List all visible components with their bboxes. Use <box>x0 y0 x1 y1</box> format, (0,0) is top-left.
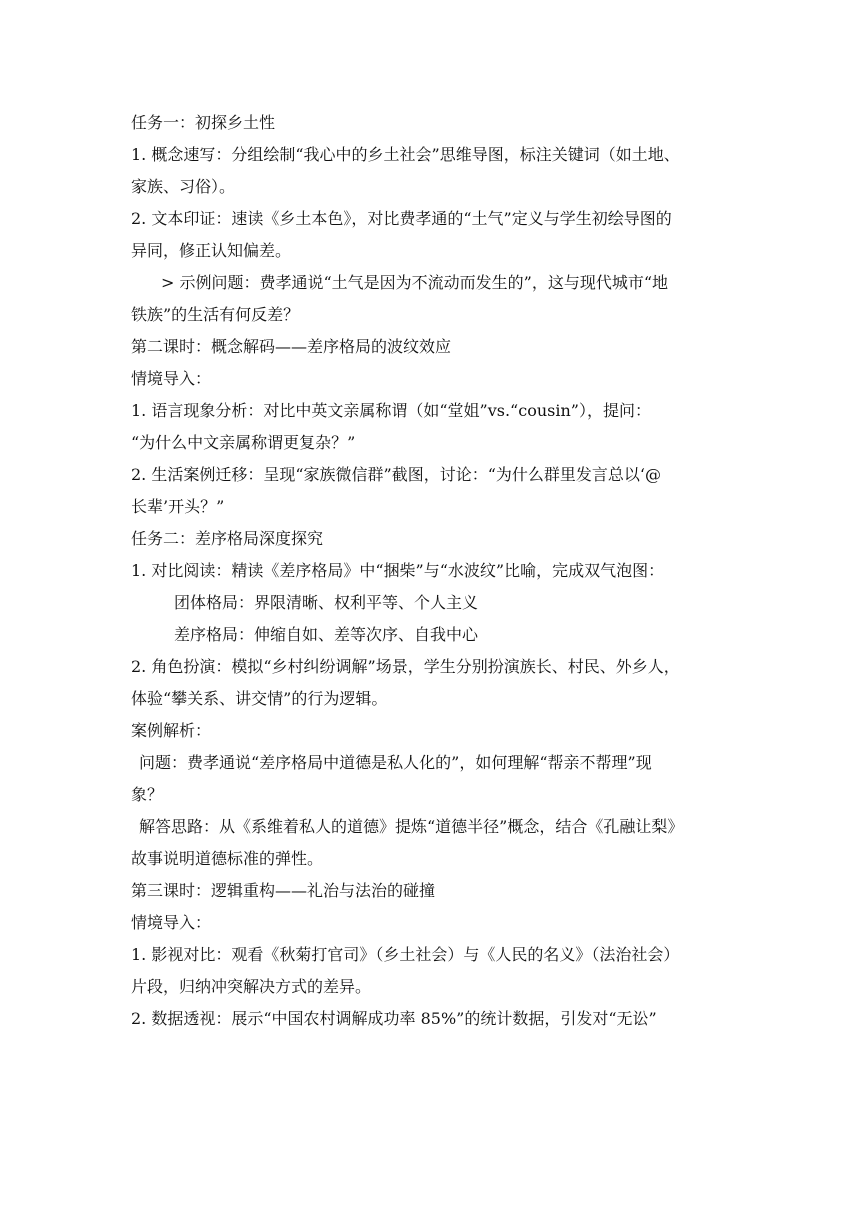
question-line: 问题：费孝通说“差序格局中道德是私人化的”，如何理解“帮亲不帮理”现 <box>139 753 652 772</box>
paragraph-line: 家族、习俗）。 <box>131 177 236 196</box>
paragraph-line: 象？ <box>131 785 164 804</box>
paragraph-line: 1. 概念速写：分组绘制“我心中的乡土社会”思维导图，标注关键词（如土地、 <box>131 145 680 164</box>
example-question-line: > 示例问题：费孝通说“土气是因为不流动而发生的”，这与现代城市“地 <box>161 273 669 292</box>
section-label: 案例解析： <box>131 721 212 740</box>
section-label: 情境导入： <box>131 369 212 388</box>
bubble-item-line: 团体格局：界限清晰、权利平等、个人主义 <box>174 593 479 612</box>
paragraph-line: “为什么中文亲属称谓更复杂？” <box>131 433 356 452</box>
lesson-three-heading: 第三课时：逻辑重构——礼治与法治的碰撞 <box>131 881 436 900</box>
bubble-item-line: 差序格局：伸缩自如、差等次序、自我中心 <box>174 625 479 644</box>
paragraph-line: 1. 语言现象分析：对比中英文亲属称谓（如“堂姐”vs.“cousin”），提问： <box>131 401 651 420</box>
section-label: 情境导入： <box>131 913 212 932</box>
paragraph-line: 2. 角色扮演：模拟“乡村纠纷调解”场景，学生分别扮演族长、村民、外乡人， <box>131 657 680 676</box>
document-body <box>131 107 731 1035</box>
paragraph-line: 2. 生活案例迁移：呈现“家族微信群”截图，讨论：“为什么群里发言总以‘@ <box>131 465 661 484</box>
paragraph-line: 故事说明道德标准的弹性。 <box>131 849 324 868</box>
task-one-heading: 任务一：初探乡土性 <box>131 113 276 132</box>
paragraph-line: 片段，归纳冲突解决方式的差异。 <box>131 977 372 996</box>
answer-line: 解答思路：从《系维着私人的道德》提炼“道德半径”概念，结合《孔融让梨》 <box>139 817 684 836</box>
task-two-heading: 任务二：差序格局深度探究 <box>131 529 324 548</box>
paragraph-line: 2. 数据透视：展示“中国农村调解成功率 85%”的统计数据，引发对“无讼” <box>131 1009 657 1028</box>
paragraph-line: 1. 影视对比：观看《秋菊打官司》（乡土社会）与《人民的名义》（法治社会） <box>131 945 680 964</box>
paragraph-line: 铁族”的生活有何反差？ <box>131 305 300 324</box>
paragraph-line: 异同，修正认知偏差。 <box>131 241 292 260</box>
lesson-two-heading: 第二课时：概念解码——差序格局的波纹效应 <box>131 337 452 356</box>
paragraph-line: 体验“攀关系、讲交情”的行为逻辑。 <box>131 689 388 708</box>
paragraph-line: 2. 文本印证：速读《乡土本色》，对比费孝通的“土气”定义与学生初绘导图的 <box>131 209 672 228</box>
paragraph-line: 1. 对比阅读：精读《差序格局》中“捆柴”与“水波纹”比喻，完成双气泡图： <box>131 561 665 580</box>
paragraph-line: 长辈’开头？” <box>131 497 225 516</box>
